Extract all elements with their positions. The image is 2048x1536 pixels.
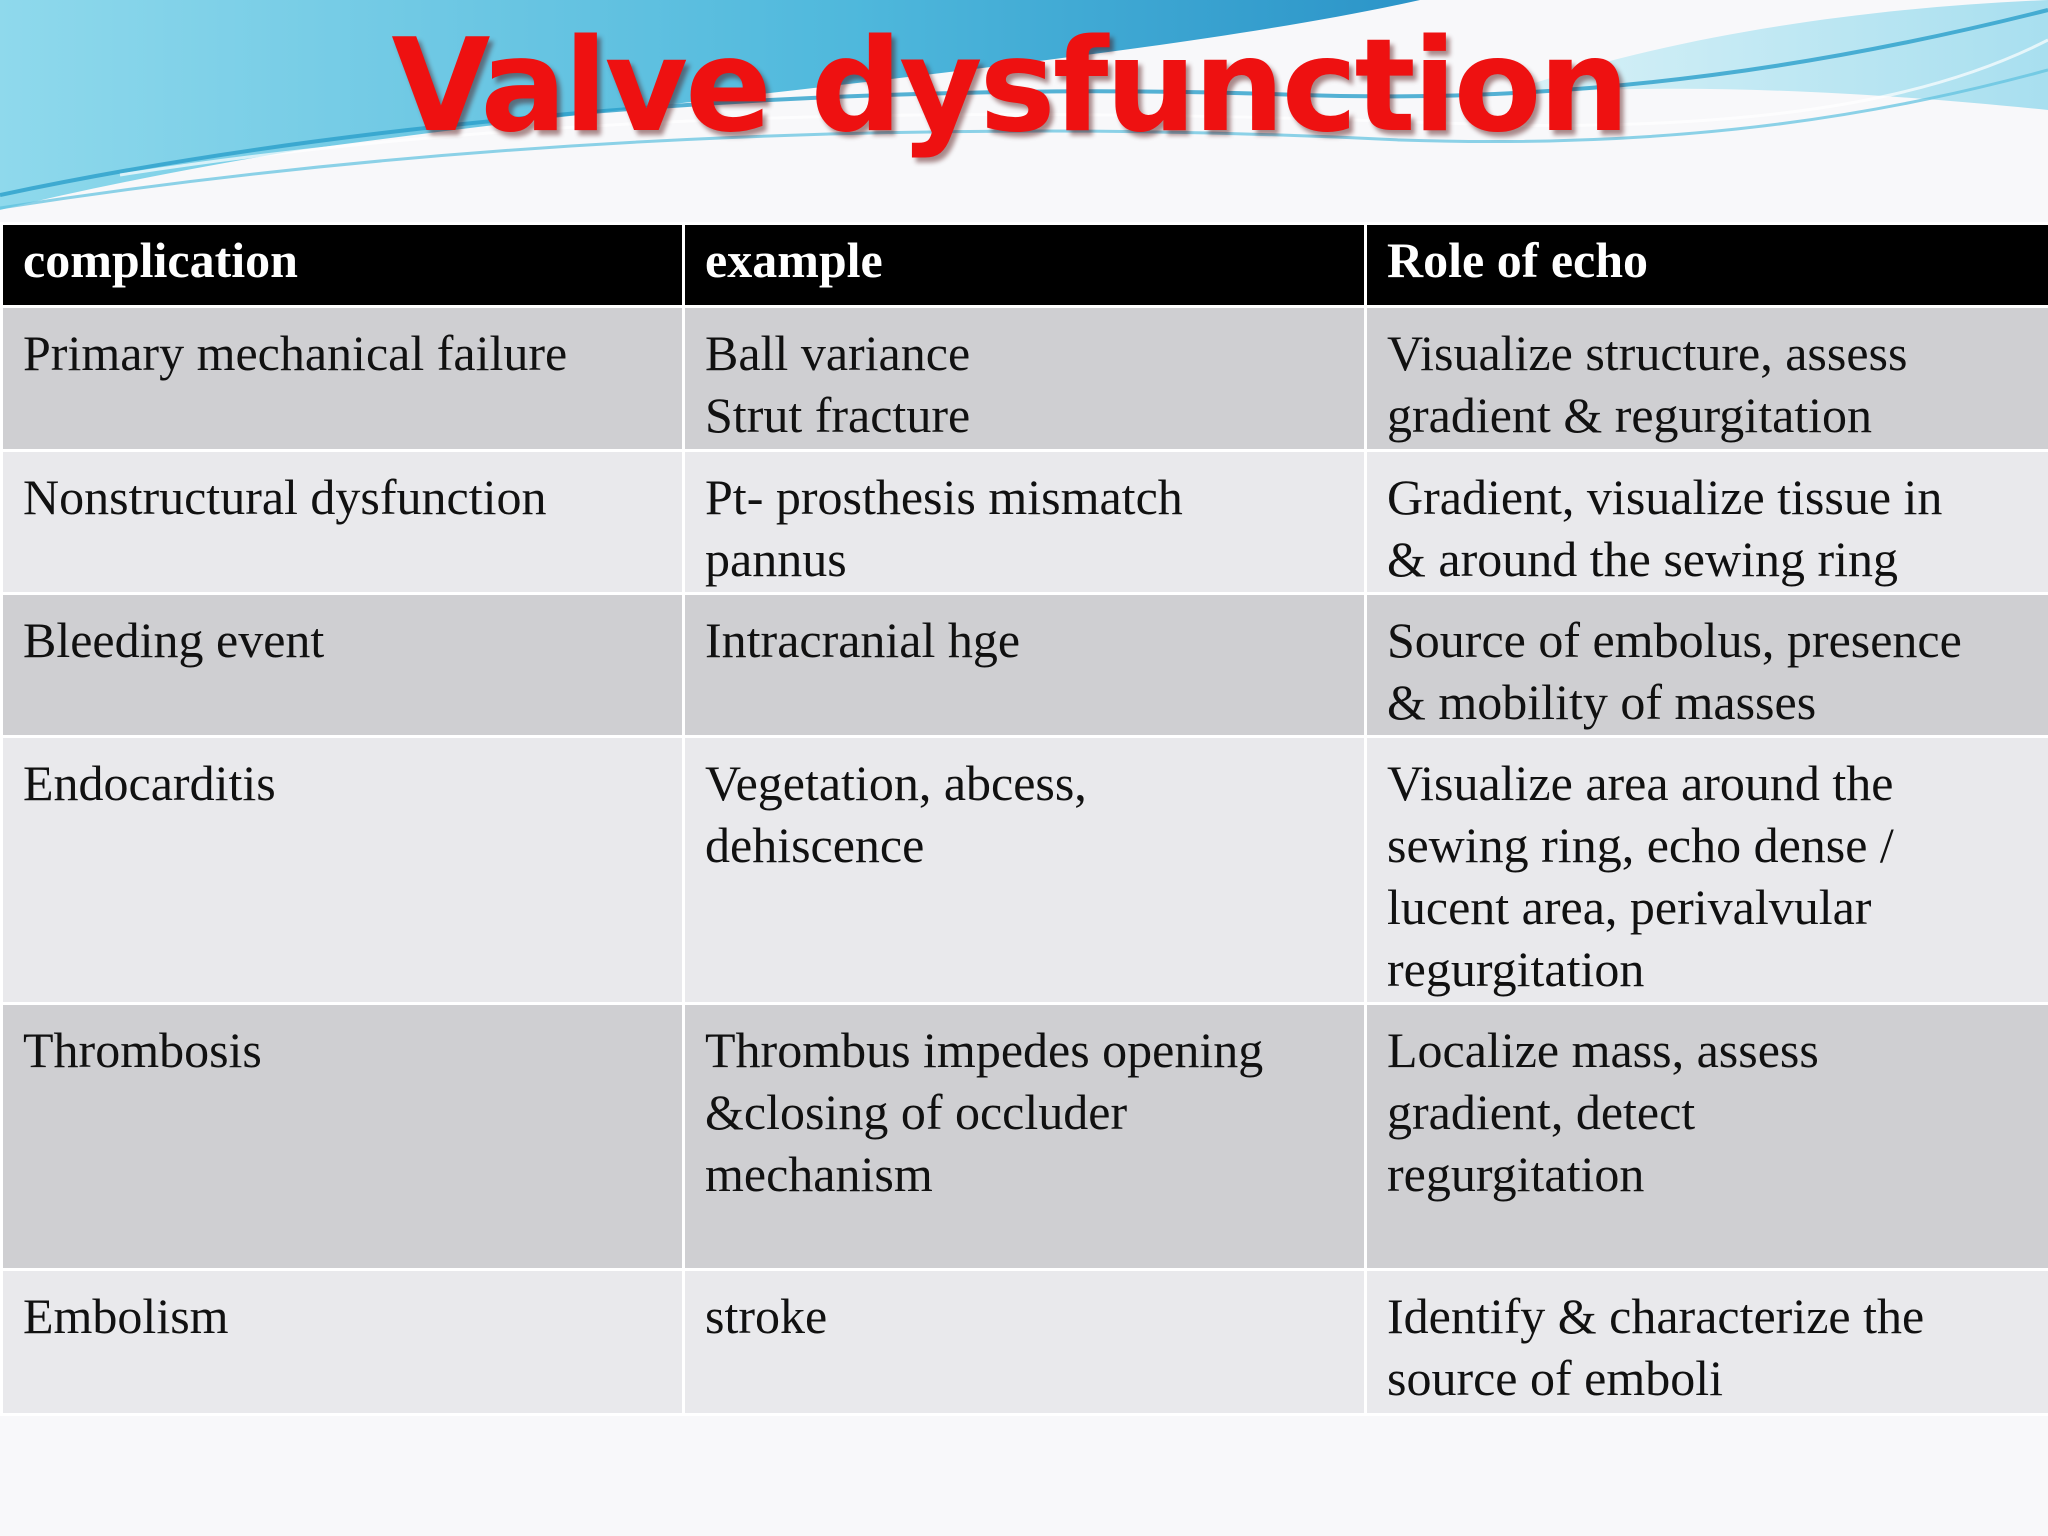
cell-role-of-echo (1366, 594, 2048, 737)
cell-text: lucent area, perivalvular (1387, 879, 1872, 935)
cell-text: stroke (705, 1288, 828, 1344)
cell-text: Identify & characterize the (1387, 1288, 1925, 1344)
cell-text: & around the sewing ring (1387, 531, 1899, 587)
cell-example (684, 1270, 1366, 1415)
cell-text: source of emboli (1387, 1350, 1724, 1406)
cell-text: Ball variance (705, 325, 971, 381)
cell-text: Localize mass, assess (1387, 1022, 1819, 1078)
cell-text: pannus (705, 531, 847, 587)
cell-example (684, 451, 1366, 594)
cell-text: Vegetation, abcess, (705, 755, 1087, 811)
table-row (2, 451, 2048, 594)
cell-example (684, 737, 1366, 1004)
cell-example (684, 307, 1366, 451)
cell-role-of-echo (1366, 451, 2048, 594)
cell-complication (2, 307, 684, 451)
cell-text: Bleeding event (23, 612, 325, 668)
cell-text: Pt- prosthesis mismatch (705, 469, 1183, 525)
cell-complication (2, 451, 684, 594)
cell-text: dehiscence (705, 817, 925, 873)
cell-text: &closing of occluder (705, 1084, 1128, 1140)
header-role-of-echo: Role of echo (1366, 224, 2048, 307)
cell-text: Embolism (23, 1288, 229, 1344)
cell-text: regurgitation (1387, 1146, 1645, 1202)
cell-text: mechanism (705, 1146, 933, 1202)
header-example: example (684, 224, 1366, 307)
valve-dysfunction-table (0, 222, 2048, 1416)
cell-example (684, 594, 1366, 737)
cell-text: Primary mechanical failure (23, 325, 568, 381)
header-complication: complication (2, 224, 684, 307)
cell-text: regurgitation (1387, 941, 1645, 997)
cell-role-of-echo (1366, 1004, 2048, 1270)
cell-text: Gradient, visualize tissue in (1387, 469, 1943, 525)
cell-complication (2, 1270, 684, 1415)
cell-text: Endocarditis (23, 755, 276, 811)
cell-text: gradient & regurgitation (1387, 387, 1873, 443)
cell-text: & mobility of masses (1387, 674, 1817, 730)
table-row (2, 737, 2048, 1004)
table-row (2, 1004, 2048, 1270)
table-row (2, 1270, 2048, 1415)
table-header-row (2, 224, 2048, 307)
cell-text: Visualize structure, assess (1387, 325, 1908, 381)
slide-title: Valve dysfunction (391, 12, 1627, 161)
cell-text: Thrombus impedes opening (705, 1022, 1264, 1078)
cell-text: gradient, detect (1387, 1084, 1696, 1140)
cell-text: Intracranial hge (705, 612, 1021, 668)
cell-text: Thrombosis (23, 1022, 262, 1078)
cell-role-of-echo (1366, 737, 2048, 1004)
cell-complication (2, 594, 684, 737)
table-row (2, 307, 2048, 451)
cell-complication (2, 1004, 684, 1270)
cell-text: Source of embolus, presence (1387, 612, 1962, 668)
cell-text: sewing ring, echo dense / (1387, 817, 1894, 873)
cell-example (684, 1004, 1366, 1270)
cell-complication (2, 737, 684, 1004)
cell-role-of-echo (1366, 1270, 2048, 1415)
cell-text: Visualize area around the (1387, 755, 1894, 811)
cell-role-of-echo (1366, 307, 2048, 451)
cell-text: Strut fracture (705, 387, 971, 443)
table-row (2, 594, 2048, 737)
cell-text: Nonstructural dysfunction (23, 469, 547, 525)
